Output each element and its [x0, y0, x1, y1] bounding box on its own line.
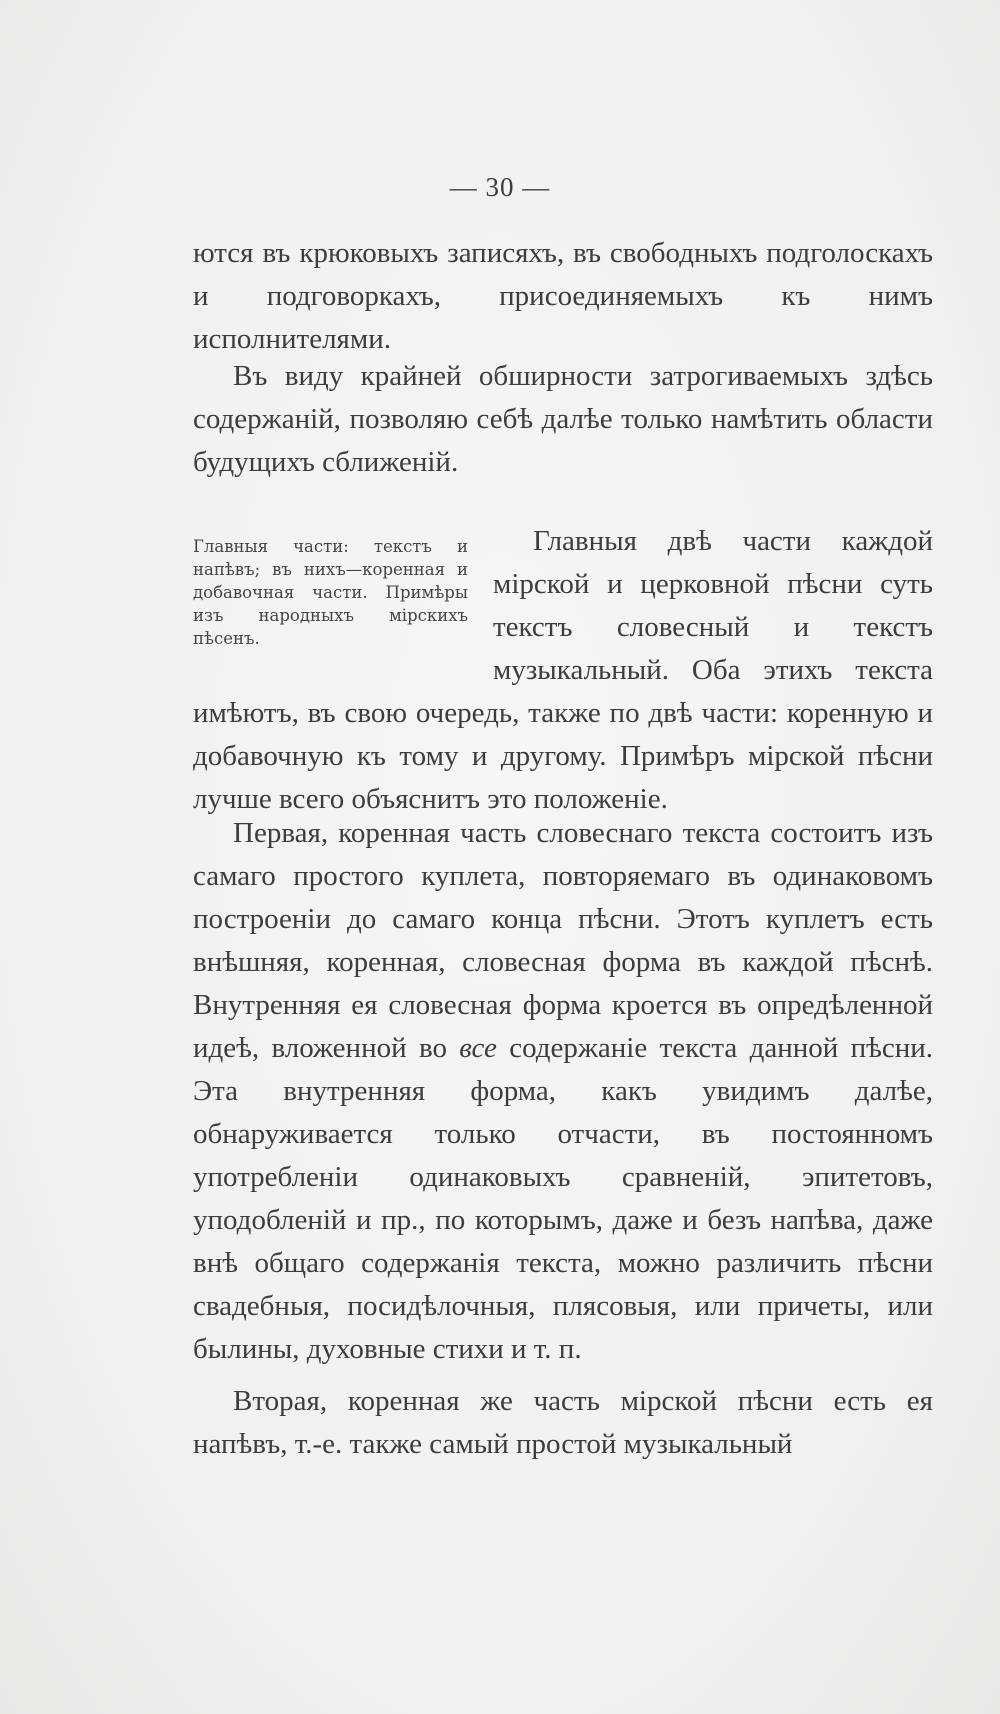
paragraph-text: ются въ крюковыхъ записяхъ, въ свободныхъ подголоскахъ и подговоркахъ, присоединяемыхъ къ нимъ исполнителями. [193, 237, 933, 355]
paragraph-text-start: Первая, коренная часть словеснаго текста состоитъ изъ самаго простого куплета, повторяемаго въ одинаковомъ построеніи до самаго конца пѣсни. Этотъ куплетъ есть внѣшняя, коренная, словесная форма въ каждой пѣснѣ. Внутренняя ея словесная форма кроется въ опредѣленной идеѣ, вложенной во [193, 817, 933, 1064]
italic-word: все [459, 1032, 497, 1064]
paragraph-second-part [193, 1380, 933, 1466]
paragraph-text: Главныя двѣ части каждой мірской и церковной пѣсни суть текстъ словесный и текстъ музыкальный. Оба этихъ текста имѣютъ, въ свою очередь, также по двѣ части: коренную и добавочную къ тому и другому. Примѣръ мірской пѣсни лучше всего объяснитъ это положеніе. [193, 525, 933, 815]
paragraph-continuation [193, 232, 933, 361]
paragraph-text-end: содержаніе текста данной пѣсни. Эта внутренняя форма, какъ увидимъ далѣе, обнаруживается только отчасти, въ постоянномъ употребленіи одинаковыхъ сравненій, эпитетовъ, уподобленій и пр., по которымъ, даже и безъ напѣва, даже внѣ общаго содержанія текста, можно различить пѣсни свадебныя, посидѣлочныя, плясовыя, или причеты, или былины, духовные стихи и т. п. [193, 1032, 934, 1365]
paragraph-text: Вторая, коренная же часть мірской пѣсни есть ея напѣвъ, т.-е. также самый простой музыкальный [193, 1385, 933, 1460]
page-number: — 30 — [449, 172, 551, 202]
paragraph-text [193, 812, 933, 1371]
paragraph-scope [193, 355, 933, 484]
paragraph-text: Въ виду крайней обширности затрогиваемыхъ здѣсь содержаній, позволяю себѣ далѣе только намѣтить области будущихъ сближеній. [193, 360, 933, 478]
paragraph-first-part [193, 812, 933, 1371]
margin-note: Главныя части: текстъ и напѣвъ; въ нихъ—коренная и добавочная части. Примѣры изъ народныхъ мірскихъ пѣсенъ. [193, 537, 468, 648]
